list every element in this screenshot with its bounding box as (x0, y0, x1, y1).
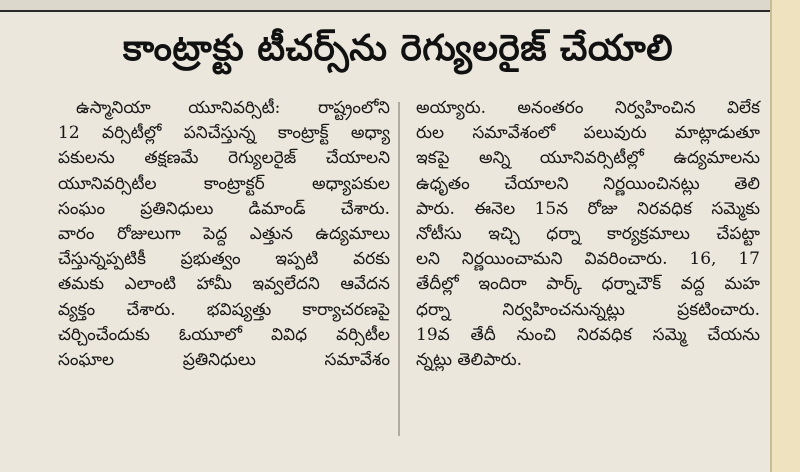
column-divider (398, 102, 400, 436)
paragraph-line: చర్చించేందుకు ఓయూలో వివిధ వర్సిటీల (58, 324, 390, 345)
paragraph-line: నోటీసు ఇచ్చి ధర్నా కార్యక్రమాలు చేపట్టా (416, 224, 760, 245)
paragraph-line: పకులను తక్షణమే రెగ్యులరైజ్ చేయాలని (58, 148, 390, 169)
paragraph-line: సంఘం ప్రతినిధులు డిమాండ్ చేశారు. (58, 198, 390, 219)
paragraph-line: సంఘాల ప్రతినిధులు సమావేశం (58, 350, 390, 371)
paragraph-line: వ్యక్తం చేశారు. భవిష్యత్తు కార్యాచరణపై (58, 299, 390, 320)
top-edge-strip (0, 0, 800, 12)
page-margin (770, 0, 800, 472)
paragraph-line: వారం రోజులుగా పెద్ద ఎత్తున ఉద్యమాలు (58, 224, 390, 245)
paragraph-line: ఉధృతం చేయాలని నిర్ణయించినట్లు తెలి (416, 173, 760, 194)
paragraph-line: పారు. ఈనెల 15న రోజు నిరవధిక సమ్మెకు (416, 198, 760, 219)
right-column (416, 96, 760, 442)
paragraph-line: చేస్తున్నప్పటికీ ప్రభుత్వం ఇప్పటి వరకు (58, 249, 390, 270)
paragraph-line: అయ్యారు. అనంతరం నిర్వహించిన విలేక (416, 98, 760, 118)
paragraph-line: లని నిర్ణయించామని వివరించారు. 16, 17 (416, 249, 760, 270)
paragraph-line: 12 వర్సిటీల్లో పనిచేస్తున్న కాంట్రాక్ట్ అధ్యా (58, 123, 390, 144)
paragraph-line: యూనివర్సిటీల కాంట్రాక్టర్ అధ్యాపకుల (58, 173, 390, 194)
headline: కాంట్రాక్టు టీచర్స్‌ను రెగ్యులరైజ్ చేయాలి (122, 28, 674, 69)
paragraph-line: తమకు ఎలాంటి హామీ ఇవ్వలేదని ఆవేదన (58, 274, 390, 295)
paragraph-line: ధర్నా నిర్వహించనున్నట్లు ప్రకటించారు. (416, 299, 760, 320)
paragraph-line: ఉస్మానియా యూనివర్సిటీ: రాష్ట్రంలోని (76, 98, 390, 118)
paragraph-line: 19వ తేదీ నుంచి నిరవధిక సమ్మె చేయను (416, 324, 760, 345)
paragraph-line: తేదీల్లో ఇందిరా పార్క్ ధర్నాచౌక్ వద్ద మహ (416, 274, 760, 295)
paragraph-line: ఇకపై అన్ని యూనివర్సిటీల్లో ఉద్యమాలను (416, 148, 760, 169)
page-fold (770, 0, 772, 472)
left-column (58, 96, 390, 442)
paragraph-line: న్నట్లు తెలిపారు. (416, 350, 522, 371)
paragraph-line: రుల సమావేశంలో పలువురు మాట్లాడుతూ (416, 123, 760, 144)
